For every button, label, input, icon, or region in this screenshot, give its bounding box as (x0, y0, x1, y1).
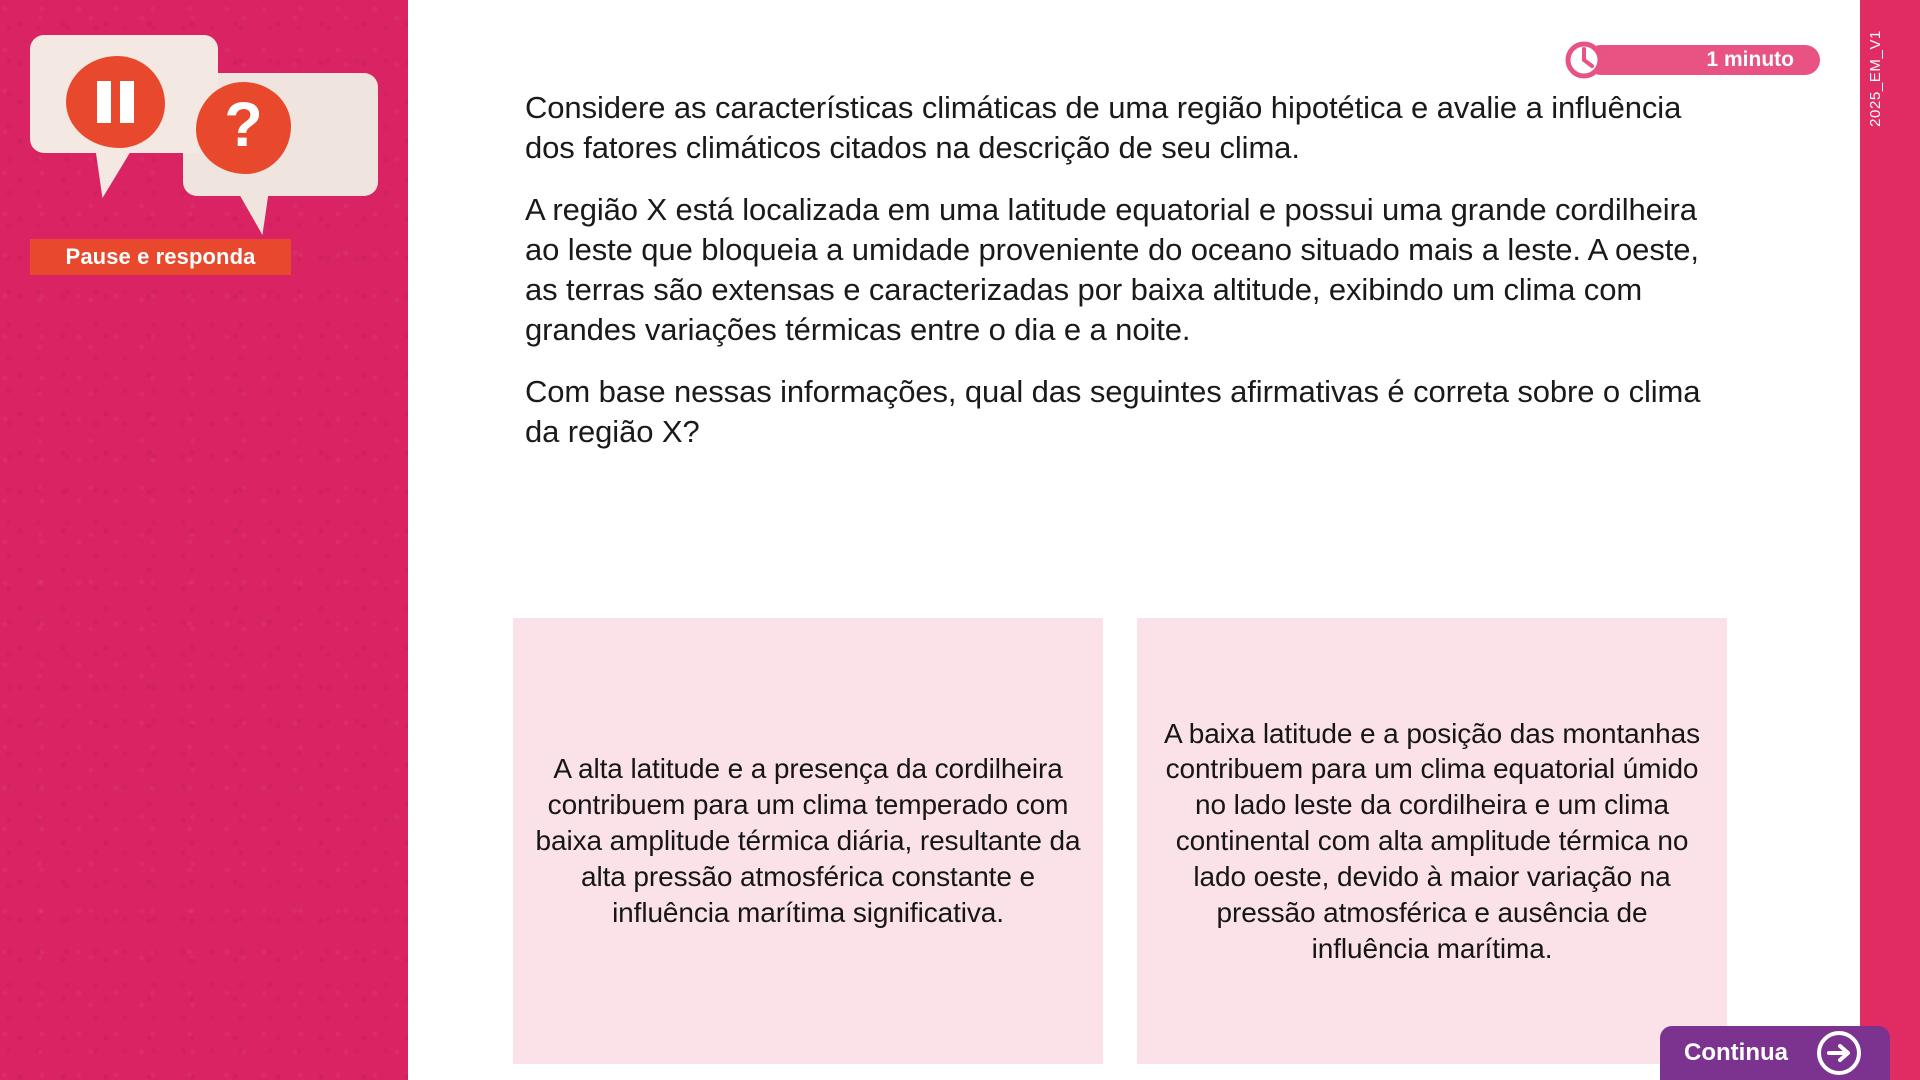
version-code-label: 2025_EM_V1 (1866, 30, 1884, 127)
timer-pill (1586, 45, 1820, 75)
pause-e-responda-banner (30, 239, 291, 275)
answer-option-right-text: A baixa latitude e a posição das montanhas contribuem para um clima equatorial úmido no lado leste da cordilheira e um clima continental com alta amplitude térmica no lado oeste, devido à maior variação na pressão atmosférica e ausência de influência marítima. (1164, 717, 1700, 964)
answer-options (513, 618, 1728, 1064)
continue-button-label: Continua (1684, 1039, 1788, 1066)
speech-bubble-front-tail (84, 150, 131, 198)
version-code (1860, 0, 1890, 1080)
question-mark-icon: ? (196, 82, 291, 174)
paragraph-context: A região X está localizada em uma latitude equatorial e possui uma grande cordilheira ao leste que bloqueia a umidade proveniente do oceano situado mais a leste. A oeste, as terras são extensas e caracterizadas por baixa altitude, exibindo um clima com grandes variações térmicas entre o dia e a noite. (525, 191, 1699, 348)
answer-option-left[interactable] (513, 618, 1103, 1064)
continue-button[interactable] (1660, 1026, 1890, 1080)
pause-icon (66, 56, 165, 148)
clock-icon (1564, 40, 1604, 80)
pause-bars (97, 81, 134, 123)
paragraph-prompt: Com base nessas informações, qual das seguintes afirmativas é correta sobre o clima da região X? (525, 373, 1701, 450)
timer-label: 1 minuto (1706, 48, 1794, 71)
answer-option-right[interactable] (1137, 618, 1727, 1064)
speech-bubbles-illustration (0, 0, 408, 270)
arrow-right-circle-icon (1816, 1030, 1862, 1076)
speech-bubble-back-tail (239, 193, 278, 235)
answer-option-left-text: A alta latitude e a presença da cordilheira contribuem para um clima temperado com baixa amplitude térmica diária, resultante da alta pressão atmosférica constante e influência marítima significativa. (535, 753, 1081, 928)
left-pink-panel (0, 0, 408, 1080)
timer-badge (1564, 42, 1794, 78)
pause-banner-label: Pause e responda (65, 244, 256, 269)
question-content (525, 88, 1715, 473)
paragraph-intro: Considere as características climáticas de uma região hipotética e avalie a influência dos fatores climáticos citados na descrição de seu clima. (525, 90, 1682, 166)
